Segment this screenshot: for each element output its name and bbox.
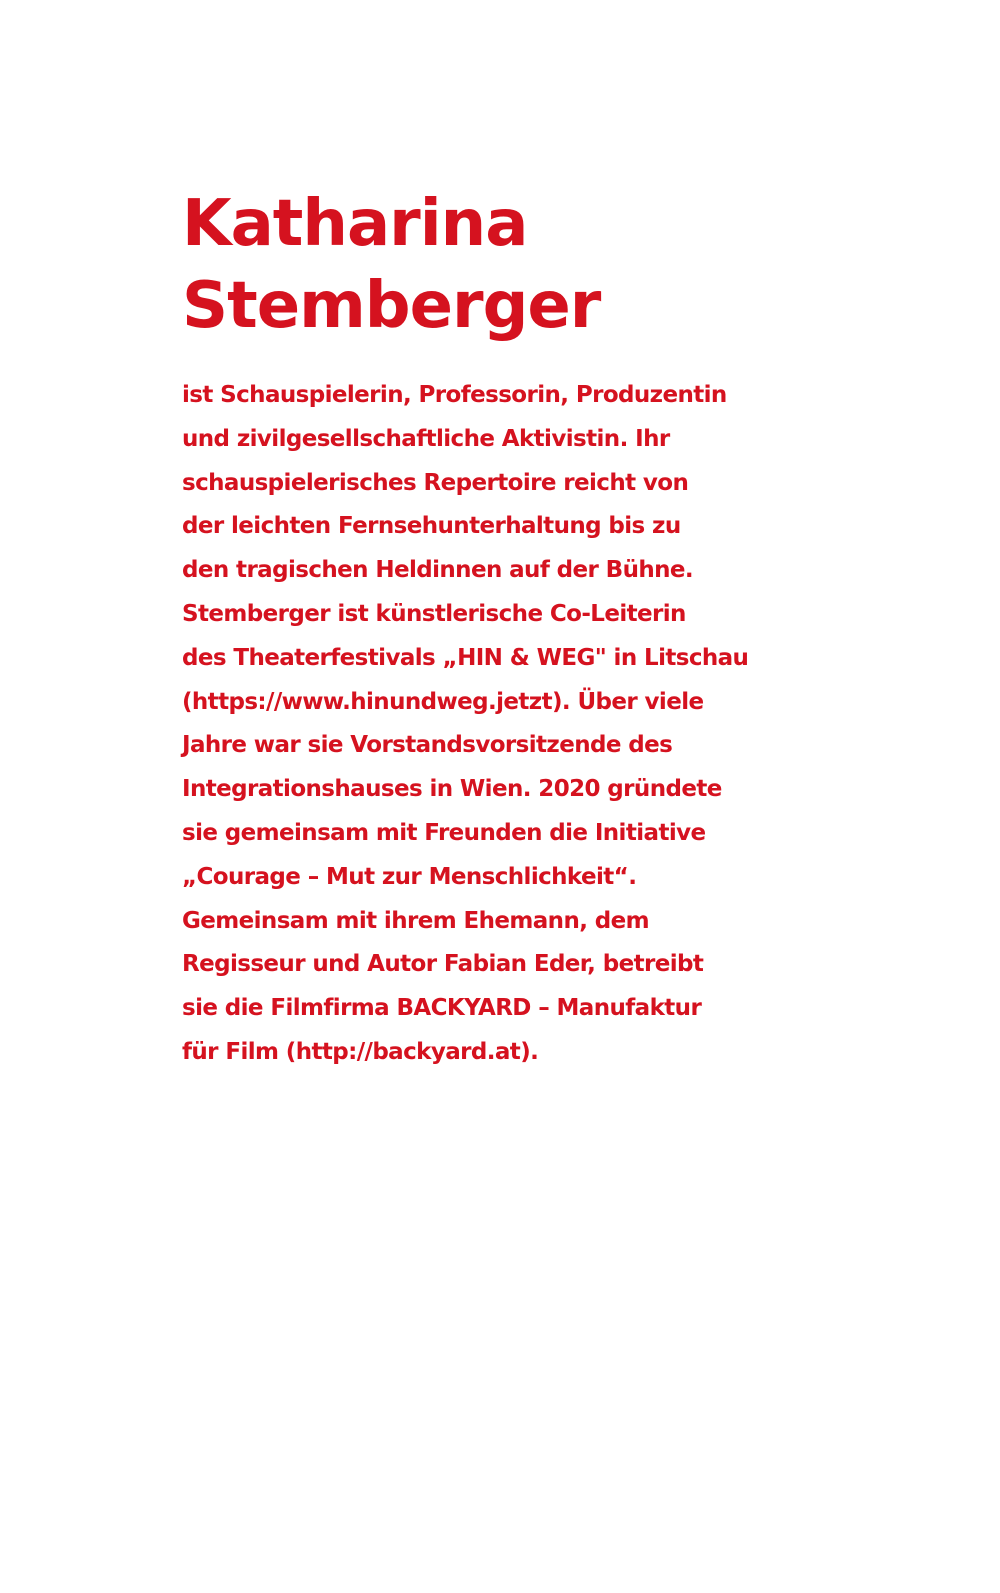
bio-line: Integrationshauses in Wien. 2020 gründete [182, 776, 722, 803]
bio-line: der leichten Fernsehunterhaltung bis zu [182, 513, 681, 540]
bio-line: Stemberger ist künstlerische Co-Leiterin [182, 600, 686, 627]
bio-line: schauspielerisches Repertoire reicht von [182, 469, 689, 496]
bio-line: des Theaterfestivals „HIN & WEG" in Litschau [182, 644, 749, 671]
bio-line: sie gemeinsam mit Freunden die Initiative [182, 819, 706, 846]
person-name-heading [182, 183, 882, 347]
bio-line: und zivilgesellschaftliche Aktivistin. Ihr [182, 425, 670, 452]
bio-line: „Courage – Mut zur Menschlichkeit“. [182, 863, 637, 890]
biography-text [182, 374, 802, 1075]
bio-line: ist Schauspielerin, Professorin, Produzentin [182, 382, 727, 408]
bio-line: sie die Filmfirma BACKYARD – Manufaktur [182, 995, 702, 1022]
name-first: Katharina [182, 187, 528, 261]
bio-line: den tragischen Heldinnen auf der Bühne. [182, 557, 694, 584]
bio-line: Gemeinsam mit ihrem Ehemann, dem [182, 907, 650, 934]
name-last: Stemberger [182, 269, 601, 343]
bio-line: Regisseur und Autor Fabian Eder, betreibt [182, 951, 704, 978]
bio-line: Jahre war sie Vorstandsvorsitzende des [182, 732, 673, 759]
bio-line: (https://www.hinundweg.jetzt). Über viele [182, 688, 704, 715]
bio-line: für Film (http://backyard.at). [182, 1038, 539, 1065]
